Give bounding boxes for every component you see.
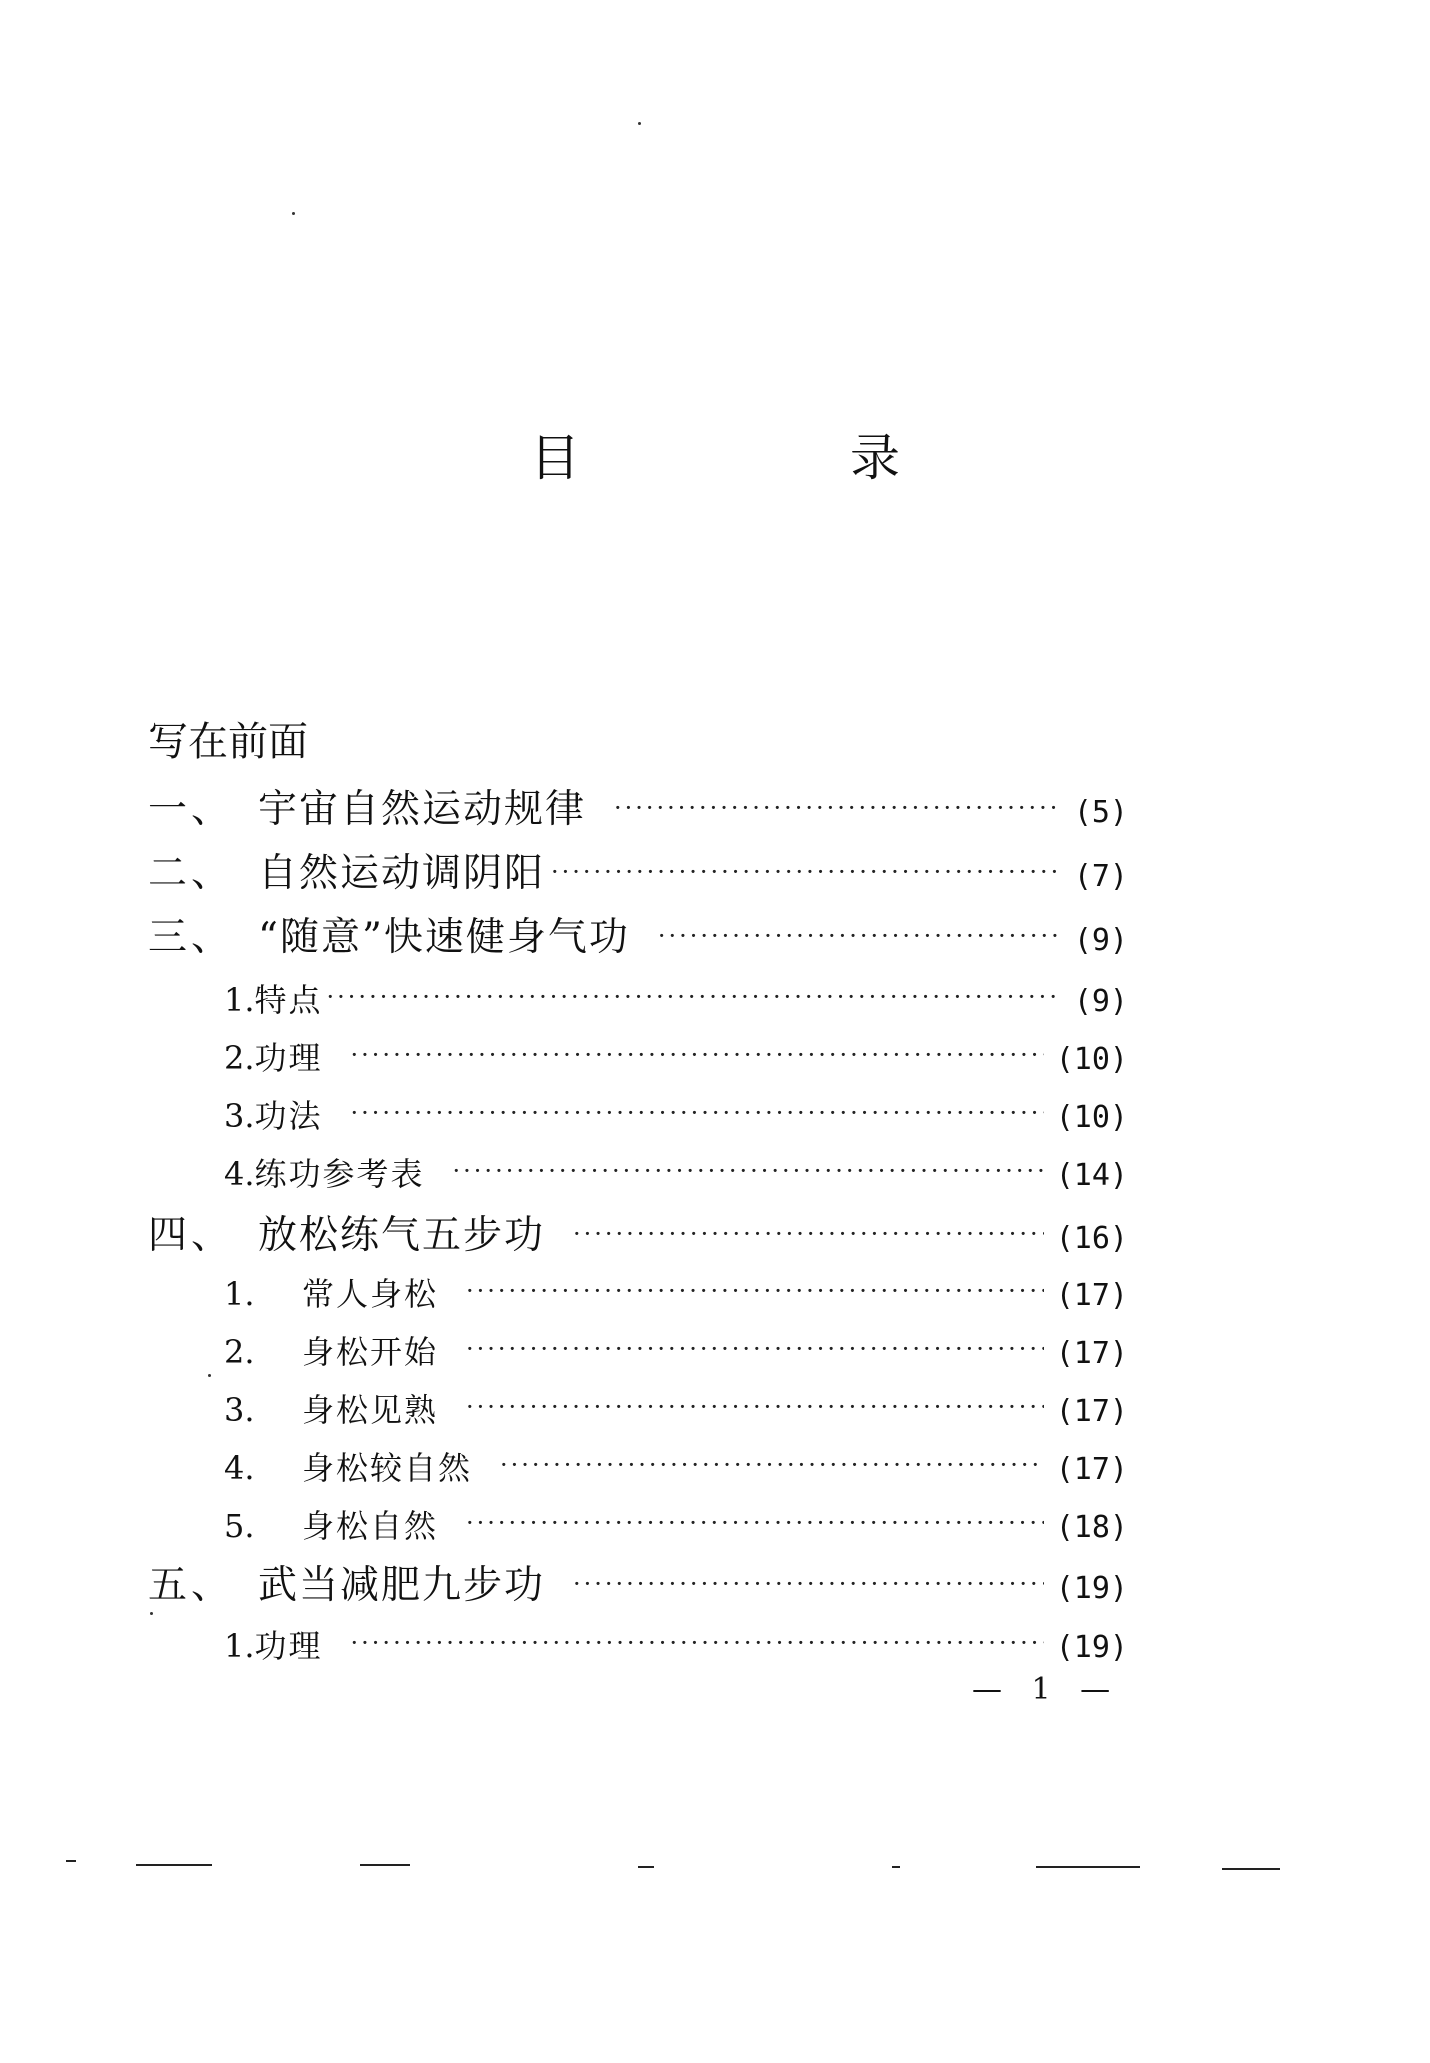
toc-entry-section-4-2: [224, 1324, 1128, 1380]
toc-leader-dots: [327, 969, 1062, 1025]
toc-entry-label: 常人身松: [302, 1275, 439, 1313]
toc-entry-number: 二、: [148, 851, 235, 896]
scan-line: [136, 1864, 212, 1866]
toc-entry-page: (17): [1055, 1278, 1128, 1313]
toc-entry-label: 功理: [254, 1627, 323, 1665]
toc-entry-section-4-1: [224, 1266, 1128, 1322]
toc-entry-number: 5.: [224, 1507, 255, 1545]
toc-entry-chapter-1: [148, 780, 1128, 840]
toc-entry-section-3-2: [224, 1030, 1128, 1086]
toc-entry-number: 2.: [224, 1333, 255, 1371]
toc-entry-label: 身松见熟: [302, 1391, 439, 1429]
page-title: 目 录: [530, 429, 1010, 487]
scan-speck: [208, 1374, 211, 1377]
toc-entry-number: 1.: [224, 1275, 255, 1313]
toc-entry-number: 4.: [224, 1449, 255, 1487]
scan-line: [360, 1864, 410, 1866]
toc-entry-section-4-4: [224, 1440, 1128, 1496]
toc-leader-dots: [573, 1204, 1044, 1264]
toc-entry-label: 功法: [254, 1097, 323, 1135]
toc-entry-chapter-2: [148, 844, 1128, 904]
toc-entry-number: 2.: [224, 1039, 255, 1077]
toc-entry-label: 特点: [254, 981, 323, 1019]
toc-entry-label: 练功参考表: [254, 1155, 425, 1193]
toc-entry-page: (19): [1055, 1630, 1128, 1665]
toc-entry-section-3-1: [224, 972, 1128, 1028]
toc-leader-dots: [453, 1143, 1044, 1199]
toc-entry-page: (18): [1055, 1510, 1128, 1545]
toc-preface-entry: 写在前面: [148, 719, 308, 765]
toc-leader-dots: [466, 1263, 1044, 1319]
toc-leader-dots: [614, 778, 1062, 838]
toc-entry-number: 1.: [224, 1627, 255, 1665]
toc-leader-dots: [351, 1615, 1044, 1671]
toc-entry-page: (17): [1055, 1336, 1128, 1371]
toc-entry-label: 武当减肥九步功: [258, 1563, 546, 1608]
scan-line: [892, 1866, 900, 1868]
toc-entry-page: (17): [1055, 1452, 1128, 1487]
scan-line: [1222, 1868, 1280, 1870]
toc-entry-label: 功理: [254, 1039, 323, 1077]
toc-entry-page: (7): [1073, 859, 1128, 894]
toc-entry-page: (16): [1055, 1221, 1128, 1256]
scan-line: [66, 1860, 76, 1862]
toc-entry-number: 五、: [148, 1563, 235, 1608]
toc-leader-dots: [351, 1027, 1044, 1083]
toc-entry-label: 宇宙自然运动规律: [258, 787, 587, 832]
toc-entry-number: 三、: [148, 915, 235, 960]
toc-entry-number: 3.: [224, 1097, 255, 1135]
toc-entry-page: (14): [1055, 1158, 1128, 1193]
toc-entry-chapter-5: [148, 1556, 1128, 1616]
scan-line: [638, 1866, 654, 1868]
toc-leader-dots: [466, 1379, 1044, 1435]
scan-speck: [150, 1612, 153, 1615]
scan-line: [1036, 1866, 1140, 1868]
toc-entry-label: 身松自然: [302, 1507, 439, 1545]
toc-entry-number: 1.: [224, 981, 255, 1019]
toc-leader-dots: [551, 842, 1062, 902]
toc-leader-dots: [351, 1085, 1044, 1141]
toc-entry-page: (9): [1073, 984, 1128, 1019]
toc-leader-dots: [466, 1495, 1044, 1551]
toc-entry-section-5-1: [224, 1618, 1128, 1674]
toc-entry-chapter-3: [148, 908, 1128, 968]
toc-entry-number: 一、: [148, 787, 235, 832]
toc-leader-dots: [500, 1437, 1044, 1493]
toc-entry-section-4-3: [224, 1382, 1128, 1438]
toc-entry-page: (10): [1055, 1100, 1128, 1135]
toc-entry-number: 四、: [148, 1213, 235, 1258]
scan-speck: [292, 212, 295, 215]
toc-entry-page: (17): [1055, 1394, 1128, 1429]
toc-entry-number: 4.: [224, 1155, 255, 1193]
toc-entry-page: (10): [1055, 1042, 1128, 1077]
toc-leader-dots: [466, 1321, 1044, 1377]
toc-leader-dots: [573, 1554, 1044, 1614]
toc-entry-page: (5): [1073, 795, 1128, 830]
toc-entry-number: 3.: [224, 1391, 255, 1429]
toc-entry-section-3-4: [224, 1146, 1128, 1202]
toc-entry-section-4-5: [224, 1498, 1128, 1554]
toc-entry-label: 身松开始: [302, 1333, 439, 1371]
toc-entry-label: “随意”快速健身气功: [258, 915, 630, 960]
toc-entry-page: (9): [1073, 923, 1128, 958]
toc-leader-dots: [658, 906, 1062, 966]
page-number: — 1 —: [972, 1672, 1121, 1707]
toc-entry-page: (19): [1055, 1571, 1128, 1606]
toc-entry-label: 放松练气五步功: [258, 1213, 546, 1258]
scan-speck: [638, 122, 641, 125]
toc-entry-chapter-4: [148, 1206, 1128, 1266]
toc-entry-label: 自然运动调阴阳: [258, 851, 546, 896]
toc-entry-label: 身松较自然: [302, 1449, 473, 1487]
toc-entry-section-3-3: [224, 1088, 1128, 1144]
